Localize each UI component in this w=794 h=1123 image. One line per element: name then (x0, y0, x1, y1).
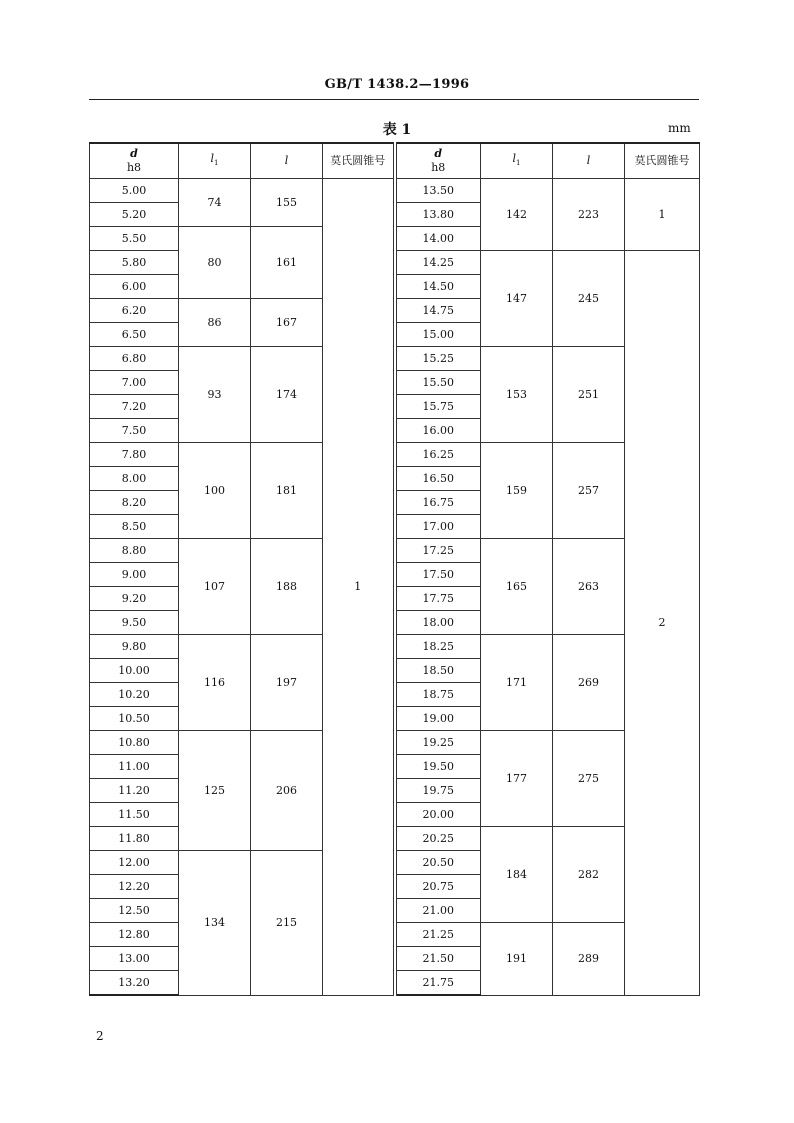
cell-d: 21.00 (395, 899, 481, 923)
cell-d: 10.00 (90, 659, 179, 683)
cell-l: 223 (553, 179, 625, 251)
cell-d: 5.50 (90, 227, 179, 251)
cell-d: 11.80 (90, 827, 179, 851)
cell-d: 9.00 (90, 563, 179, 587)
cell-d: 17.75 (395, 587, 481, 611)
cell-d: 10.20 (90, 683, 179, 707)
cell-d: 20.75 (395, 875, 481, 899)
cell-l1: 142 (481, 179, 553, 251)
cell-l: 161 (251, 227, 323, 299)
cell-d: 7.00 (90, 371, 179, 395)
cell-d: 8.00 (90, 467, 179, 491)
cell-l1: 93 (179, 347, 251, 443)
header-l: l (553, 143, 625, 179)
cell-d: 17.00 (395, 515, 481, 539)
header-l1 (179, 143, 251, 179)
cell-d: 12.20 (90, 875, 179, 899)
header-l1-symbol: l (210, 151, 215, 165)
cell-d: 11.20 (90, 779, 179, 803)
cell-d: 17.25 (395, 539, 481, 563)
header-rule (89, 99, 699, 100)
cell-d: 21.25 (395, 923, 481, 947)
cell-l1: 191 (481, 923, 553, 996)
cell-l: 251 (553, 347, 625, 443)
header-d (90, 143, 179, 179)
table-row (90, 179, 700, 203)
page-number: 2 (96, 1029, 104, 1043)
cell-d: 20.00 (395, 803, 481, 827)
cell-d: 12.00 (90, 851, 179, 875)
table-caption: 表 1 (382, 122, 412, 138)
cell-d: 13.20 (90, 971, 179, 996)
cell-d: 20.50 (395, 851, 481, 875)
cell-l1: 159 (481, 443, 553, 539)
cell-d: 5.00 (90, 179, 179, 203)
cell-d: 17.50 (395, 563, 481, 587)
unit-label: mm (668, 121, 691, 135)
cell-l: 289 (553, 923, 625, 996)
cell-d: 21.75 (395, 971, 481, 996)
cell-l: 197 (251, 635, 323, 731)
cell-d: 12.80 (90, 923, 179, 947)
header-d-tolerance: h8 (126, 161, 142, 174)
cell-morse: 1 (625, 179, 700, 251)
cell-d: 18.75 (395, 683, 481, 707)
cell-l: 155 (251, 179, 323, 227)
cell-d: 19.25 (395, 731, 481, 755)
header-d-symbol: d (434, 147, 443, 160)
cell-d: 5.80 (90, 251, 179, 275)
cell-d: 8.20 (90, 491, 179, 515)
header-d (395, 143, 481, 179)
standard-header: GB/T 1438.2—1996 (324, 77, 470, 92)
cell-d: 12.50 (90, 899, 179, 923)
cell-l1: 177 (481, 731, 553, 827)
table-row (90, 731, 700, 755)
cell-d: 6.50 (90, 323, 179, 347)
cell-l1: 147 (481, 251, 553, 347)
cell-d: 9.20 (90, 587, 179, 611)
cell-d: 18.50 (395, 659, 481, 683)
cell-l: 263 (553, 539, 625, 635)
cell-d: 16.50 (395, 467, 481, 491)
cell-d: 14.00 (395, 227, 481, 251)
cell-l1: 74 (179, 179, 251, 227)
cell-d: 14.75 (395, 299, 481, 323)
cell-l1: 86 (179, 299, 251, 347)
cell-d: 6.80 (90, 347, 179, 371)
cell-l: 275 (553, 731, 625, 827)
cell-d: 10.50 (90, 707, 179, 731)
cell-l: 167 (251, 299, 323, 347)
cell-l: 269 (553, 635, 625, 731)
cell-d: 6.00 (90, 275, 179, 299)
cell-d: 13.00 (90, 947, 179, 971)
cell-d: 16.00 (395, 419, 481, 443)
cell-l1: 134 (179, 851, 251, 996)
header-morse: 莫氏圆锥号 (625, 143, 700, 179)
cell-d: 15.00 (395, 323, 481, 347)
table-row (90, 347, 700, 371)
cell-d: 9.80 (90, 635, 179, 659)
cell-d: 15.25 (395, 347, 481, 371)
cell-l1: 125 (179, 731, 251, 851)
table-body (90, 143, 700, 995)
cell-d: 11.00 (90, 755, 179, 779)
cell-l: 257 (553, 443, 625, 539)
cell-d: 7.20 (90, 395, 179, 419)
cell-l: 245 (553, 251, 625, 347)
table-row (90, 635, 700, 659)
cell-d: 7.80 (90, 443, 179, 467)
cell-d: 18.25 (395, 635, 481, 659)
cell-d: 14.25 (395, 251, 481, 275)
cell-l: 282 (553, 827, 625, 923)
header-l1-subscript: 1 (516, 159, 521, 168)
cell-l1: 107 (179, 539, 251, 635)
cell-d: 8.50 (90, 515, 179, 539)
cell-d: 18.00 (395, 611, 481, 635)
header-l1-subscript: 1 (214, 159, 219, 168)
header-morse: 莫氏圆锥号 (323, 143, 395, 179)
cell-d: 16.25 (395, 443, 481, 467)
header-l1 (481, 143, 553, 179)
header-d-tolerance: h8 (431, 161, 446, 174)
dimension-table (89, 142, 700, 996)
cell-l: 188 (251, 539, 323, 635)
cell-d: 19.00 (395, 707, 481, 731)
cell-d: 10.80 (90, 731, 179, 755)
cell-l1: 184 (481, 827, 553, 923)
cell-l1: 153 (481, 347, 553, 443)
header-row (90, 143, 700, 179)
header-l1-symbol: l (512, 151, 517, 165)
cell-d: 13.80 (395, 203, 481, 227)
cell-l1: 116 (179, 635, 251, 731)
cell-d: 19.50 (395, 755, 481, 779)
cell-morse: 2 (625, 251, 700, 996)
cell-l: 181 (251, 443, 323, 539)
cell-d: 19.75 (395, 779, 481, 803)
cell-l1: 165 (481, 539, 553, 635)
header-l: l (251, 143, 323, 179)
cell-d: 13.50 (395, 179, 481, 203)
cell-d: 21.50 (395, 947, 481, 971)
cell-d: 6.20 (90, 299, 179, 323)
table-row (90, 539, 700, 563)
table-row (90, 443, 700, 467)
cell-l1: 100 (179, 443, 251, 539)
cell-l1: 80 (179, 227, 251, 299)
cell-d: 14.50 (395, 275, 481, 299)
cell-l: 215 (251, 851, 323, 996)
cell-morse: 1 (323, 179, 395, 996)
cell-d: 16.75 (395, 491, 481, 515)
cell-l: 174 (251, 347, 323, 443)
header-d-symbol: d (130, 147, 138, 160)
cell-l: 206 (251, 731, 323, 851)
cell-d: 20.25 (395, 827, 481, 851)
cell-d: 11.50 (90, 803, 179, 827)
cell-d: 15.75 (395, 395, 481, 419)
cell-d: 5.20 (90, 203, 179, 227)
cell-d: 7.50 (90, 419, 179, 443)
cell-d: 15.50 (395, 371, 481, 395)
cell-d: 8.80 (90, 539, 179, 563)
cell-d: 9.50 (90, 611, 179, 635)
cell-l1: 171 (481, 635, 553, 731)
